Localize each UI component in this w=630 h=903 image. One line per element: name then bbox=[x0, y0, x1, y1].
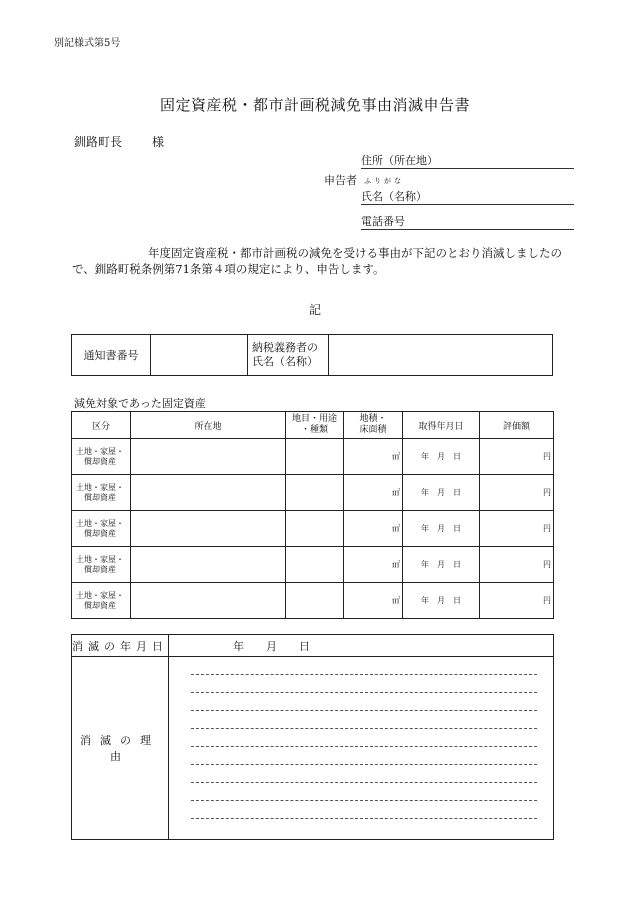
location-input[interactable] bbox=[131, 583, 286, 619]
asset-row bbox=[72, 511, 554, 547]
location-input[interactable] bbox=[131, 475, 286, 511]
kubun-line2: 償却資産 bbox=[84, 528, 116, 538]
phone-field[interactable] bbox=[361, 213, 574, 230]
acquired-date-input[interactable]: 年 月 日 bbox=[403, 547, 480, 583]
kubun-cell bbox=[72, 511, 131, 547]
taxpayer-name-input[interactable] bbox=[329, 335, 553, 376]
kubun-line1: 土地・家屋・ bbox=[76, 482, 124, 492]
taxpayer-label-line1: 納税義務者の bbox=[252, 341, 318, 354]
kubun-line1: 土地・家屋・ bbox=[76, 554, 124, 564]
area-input[interactable]: ㎡ bbox=[344, 439, 403, 475]
category-input[interactable] bbox=[286, 547, 344, 583]
addressee-honorific: 様 bbox=[152, 135, 165, 149]
kubun-cell bbox=[72, 583, 131, 619]
phone-label: 電話番号 bbox=[361, 215, 405, 228]
reason-line bbox=[191, 765, 537, 783]
area-input[interactable]: ㎡ bbox=[344, 547, 403, 583]
asset-row bbox=[72, 547, 554, 583]
category-input[interactable] bbox=[286, 583, 344, 619]
form-number: 別記様式第5号 bbox=[54, 38, 121, 49]
location-input[interactable] bbox=[131, 511, 286, 547]
header-category bbox=[286, 412, 344, 439]
kubun-line1: 土地・家屋・ bbox=[76, 518, 124, 528]
area-input[interactable]: ㎡ bbox=[344, 583, 403, 619]
ki-heading: 記 bbox=[308, 303, 321, 317]
extinction-reason-label-text: 消滅の理由 bbox=[80, 734, 160, 763]
value-input[interactable]: 円 bbox=[480, 475, 554, 511]
extinction-reason-input[interactable] bbox=[169, 657, 554, 840]
address-field[interactable] bbox=[361, 152, 574, 169]
reason-line bbox=[191, 693, 537, 711]
value-input[interactable]: 円 bbox=[480, 547, 554, 583]
name-field[interactable] bbox=[361, 188, 574, 205]
reason-line bbox=[191, 711, 537, 729]
asset-row bbox=[72, 439, 554, 475]
extinction-date-input[interactable] bbox=[169, 635, 554, 657]
header-category-line1: 地目・用途 bbox=[291, 414, 337, 424]
kubun-line1: 土地・家屋・ bbox=[76, 590, 124, 600]
reason-line bbox=[191, 801, 537, 819]
extinction-reason-label bbox=[72, 657, 169, 840]
acquired-date-input[interactable]: 年 月 日 bbox=[403, 583, 480, 619]
value-input[interactable]: 円 bbox=[480, 583, 554, 619]
extinction-date-label-text: 消滅の年月日 bbox=[72, 639, 168, 653]
reason-line bbox=[191, 783, 537, 801]
acquired-date-input[interactable]: 年 月 日 bbox=[403, 511, 480, 547]
asset-row bbox=[72, 583, 554, 619]
kubun-cell bbox=[72, 439, 131, 475]
value-input[interactable]: 円 bbox=[480, 439, 554, 475]
taxpayer-label bbox=[248, 335, 329, 376]
name-label: 氏名（名称） bbox=[361, 190, 427, 203]
assets-caption: 減免対象であった固定資産 bbox=[74, 397, 206, 410]
value-input[interactable]: 円 bbox=[480, 511, 554, 547]
header-area-line2: 床面積 bbox=[359, 425, 387, 435]
kubun-line1: 土地・家屋・ bbox=[76, 446, 124, 456]
header-category-line2: ・種類 bbox=[300, 425, 328, 435]
extinction-date-value: 年 月 日 bbox=[233, 639, 310, 653]
asset-row bbox=[72, 475, 554, 511]
location-input[interactable] bbox=[131, 547, 286, 583]
kubun-line2: 償却資産 bbox=[84, 564, 116, 574]
assets-table bbox=[71, 411, 554, 619]
declaration-text: 年度固定資産税・都市計画税の減免を受ける事由が下記のとおり消滅しましたので、釧路町税条例第71条第４項の規定により、申告します。 bbox=[72, 246, 562, 276]
reason-line bbox=[191, 747, 537, 765]
reason-line bbox=[191, 729, 537, 747]
header-area-line1: 地積・ bbox=[359, 414, 387, 424]
applicant-label: 申告者 bbox=[324, 174, 357, 187]
reason-line bbox=[191, 675, 537, 693]
reason-line bbox=[191, 657, 537, 675]
area-input[interactable]: ㎡ bbox=[344, 511, 403, 547]
assets-header-row bbox=[72, 412, 554, 439]
notice-number-input[interactable] bbox=[151, 335, 248, 376]
kubun-line2: 償却資産 bbox=[84, 600, 116, 610]
category-input[interactable] bbox=[286, 439, 344, 475]
location-input[interactable] bbox=[131, 439, 286, 475]
notice-table bbox=[71, 334, 553, 376]
acquired-date-input[interactable]: 年 月 日 bbox=[403, 475, 480, 511]
category-input[interactable] bbox=[286, 511, 344, 547]
header-value: 評価額 bbox=[480, 412, 554, 439]
notice-number-label: 通知書番号 bbox=[72, 335, 151, 376]
header-acquired: 取得年月日 bbox=[403, 412, 480, 439]
acquired-date-input[interactable]: 年 月 日 bbox=[403, 439, 480, 475]
document-title: 固定資産税・都市計画税減免事由消滅申告書 bbox=[159, 96, 470, 114]
kubun-line2: 償却資産 bbox=[84, 492, 116, 502]
header-location: 所在地 bbox=[131, 412, 286, 439]
category-input[interactable] bbox=[286, 475, 344, 511]
kubun-cell bbox=[72, 547, 131, 583]
kubun-cell bbox=[72, 475, 131, 511]
extinction-date-label bbox=[72, 635, 169, 657]
address-label: 住所（所在地） bbox=[361, 154, 438, 167]
area-input[interactable]: ㎡ bbox=[344, 475, 403, 511]
extinction-table bbox=[71, 634, 554, 840]
header-kubun: 区分 bbox=[72, 412, 131, 439]
header-area bbox=[344, 412, 403, 439]
kubun-line2: 償却資産 bbox=[84, 456, 116, 466]
addressee-name: 釧路町長 bbox=[74, 135, 123, 149]
taxpayer-label-line2: 氏名（名称） bbox=[252, 355, 318, 368]
furigana-label: ふりがな bbox=[364, 177, 404, 185]
addressee bbox=[74, 133, 164, 150]
